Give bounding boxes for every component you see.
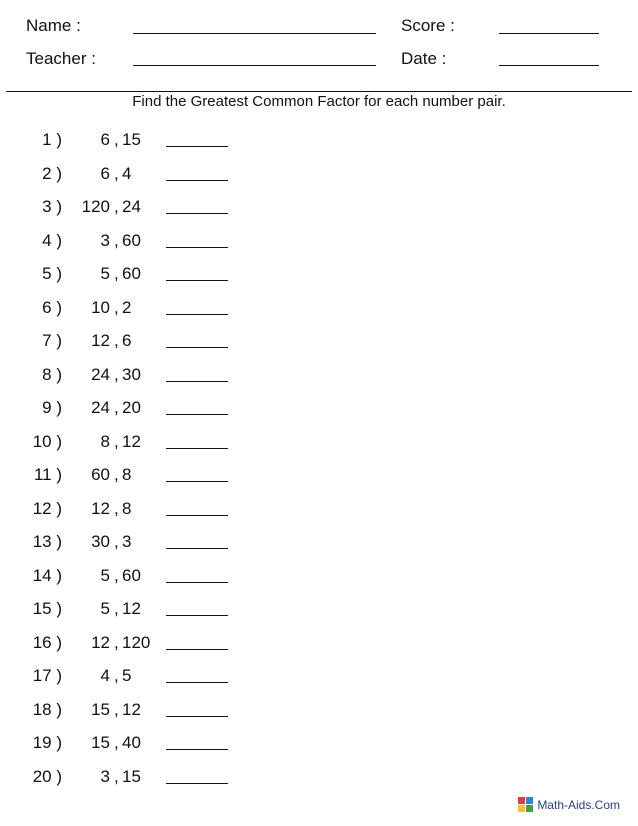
comma-separator: , bbox=[114, 197, 119, 216]
problem-number: 11 ) bbox=[33, 465, 62, 484]
problem-row bbox=[0, 296, 300, 330]
answer-blank[interactable] bbox=[166, 146, 228, 147]
logo-square bbox=[518, 805, 525, 812]
math-aids-logo-icon bbox=[518, 797, 533, 812]
problem-number: 20 ) bbox=[32, 766, 62, 786]
second-number: 12 bbox=[122, 699, 141, 719]
problem-row bbox=[0, 128, 300, 162]
second-number: 4 bbox=[122, 163, 132, 183]
problem-number: 3 ) bbox=[42, 197, 62, 216]
answer-blank[interactable] bbox=[166, 582, 228, 583]
logo-square bbox=[526, 805, 533, 812]
answer-blank[interactable] bbox=[166, 548, 228, 549]
first-number: 120 bbox=[81, 197, 110, 216]
problem-number: 10 ) bbox=[32, 431, 62, 451]
second-number: 2 bbox=[122, 297, 132, 317]
problem-row bbox=[0, 731, 300, 765]
comma-separator: , bbox=[114, 465, 119, 484]
second-number: 15 bbox=[122, 130, 141, 149]
second-number: 60 bbox=[122, 264, 141, 283]
problem-number: 14 ) bbox=[32, 565, 62, 585]
problem-number: 2 ) bbox=[42, 163, 62, 183]
comma-separator: , bbox=[114, 364, 119, 384]
comma-separator: , bbox=[114, 766, 119, 786]
problem-row bbox=[0, 463, 300, 497]
comma-separator: , bbox=[114, 398, 119, 417]
problem-number: 7 ) bbox=[42, 331, 62, 350]
second-number: 12 bbox=[122, 599, 141, 618]
first-number: 24 bbox=[91, 398, 110, 417]
comma-separator: , bbox=[114, 163, 119, 183]
problem-row bbox=[0, 329, 300, 363]
first-number: 4 bbox=[100, 666, 110, 685]
second-number: 20 bbox=[122, 398, 141, 417]
problem-number: 17 ) bbox=[32, 666, 62, 685]
first-number: 12 bbox=[91, 498, 110, 518]
problem-row bbox=[0, 430, 300, 464]
answer-blank[interactable] bbox=[166, 247, 228, 248]
second-number: 40 bbox=[122, 733, 141, 752]
score-label: Score : bbox=[401, 16, 455, 35]
first-number: 5 bbox=[100, 264, 110, 283]
problem-row bbox=[0, 497, 300, 531]
second-number: 6 bbox=[122, 331, 132, 350]
logo-square bbox=[518, 797, 525, 804]
first-number: 3 bbox=[100, 766, 110, 786]
problem-number: 6 ) bbox=[42, 297, 62, 317]
second-number: 30 bbox=[122, 364, 141, 384]
comma-separator: , bbox=[114, 599, 119, 618]
first-number: 12 bbox=[91, 331, 110, 350]
answer-blank[interactable] bbox=[166, 515, 228, 516]
first-number: 3 bbox=[100, 230, 110, 250]
problem-row bbox=[0, 765, 300, 799]
problem-list bbox=[0, 128, 300, 798]
answer-blank[interactable] bbox=[166, 783, 228, 784]
problem-number: 4 ) bbox=[42, 230, 62, 250]
answer-blank[interactable] bbox=[166, 180, 228, 181]
second-number: 60 bbox=[122, 565, 141, 585]
problem-number: 18 ) bbox=[32, 699, 62, 719]
second-number: 24 bbox=[122, 197, 141, 216]
date-label: Date : bbox=[401, 49, 447, 68]
answer-blank[interactable] bbox=[166, 414, 228, 415]
problem-row bbox=[0, 162, 300, 196]
comma-separator: , bbox=[114, 699, 119, 719]
problem-row bbox=[0, 262, 300, 296]
first-number: 5 bbox=[100, 565, 110, 585]
problem-row bbox=[0, 597, 300, 631]
second-number: 120 bbox=[122, 632, 151, 652]
problem-number: 15 ) bbox=[32, 599, 62, 618]
first-number: 8 bbox=[100, 431, 110, 451]
answer-blank[interactable] bbox=[166, 716, 228, 717]
problem-row bbox=[0, 195, 300, 229]
answer-blank[interactable] bbox=[166, 213, 228, 214]
second-number: 3 bbox=[122, 532, 132, 551]
first-number: 5 bbox=[100, 599, 110, 618]
answer-blank[interactable] bbox=[166, 649, 228, 650]
answer-blank[interactable] bbox=[166, 682, 228, 683]
answer-blank[interactable] bbox=[166, 448, 228, 449]
first-number: 60 bbox=[91, 465, 110, 484]
date-field[interactable] bbox=[499, 65, 599, 66]
answer-blank[interactable] bbox=[166, 749, 228, 750]
problem-number: 9 ) bbox=[42, 398, 62, 417]
comma-separator: , bbox=[114, 498, 119, 518]
instructions: Find the Greatest Common Factor for each number pair. bbox=[132, 93, 506, 110]
teacher-field[interactable] bbox=[133, 65, 376, 66]
answer-blank[interactable] bbox=[166, 314, 228, 315]
problem-row bbox=[0, 530, 300, 564]
first-number: 15 bbox=[91, 733, 110, 752]
answer-blank[interactable] bbox=[166, 615, 228, 616]
answer-blank[interactable] bbox=[166, 347, 228, 348]
comma-separator: , bbox=[114, 331, 119, 350]
first-number: 24 bbox=[91, 364, 110, 384]
comma-separator: , bbox=[114, 297, 119, 317]
problem-number: 16 ) bbox=[32, 632, 62, 652]
footer bbox=[518, 797, 620, 812]
comma-separator: , bbox=[114, 666, 119, 685]
first-number: 6 bbox=[100, 130, 110, 149]
second-number: 5 bbox=[122, 666, 132, 685]
comma-separator: , bbox=[114, 230, 119, 250]
comma-separator: , bbox=[114, 532, 119, 551]
problem-row bbox=[0, 363, 300, 397]
problem-number: 13 ) bbox=[32, 532, 62, 551]
second-number: 8 bbox=[122, 465, 132, 484]
second-number: 12 bbox=[122, 431, 141, 451]
problem-number: 1 ) bbox=[42, 130, 62, 149]
problem-row bbox=[0, 396, 300, 430]
first-number: 10 bbox=[91, 297, 110, 317]
score-field[interactable] bbox=[499, 33, 599, 34]
logo-square bbox=[526, 797, 533, 804]
second-number: 8 bbox=[122, 498, 132, 518]
comma-separator: , bbox=[114, 733, 119, 752]
site-name: Math-Aids.Com bbox=[537, 797, 620, 812]
first-number: 30 bbox=[91, 532, 110, 551]
problem-number: 8 ) bbox=[42, 364, 62, 384]
second-number: 15 bbox=[122, 766, 141, 786]
problem-row bbox=[0, 564, 300, 598]
problem-number: 19 ) bbox=[32, 733, 62, 752]
problem-row bbox=[0, 664, 300, 698]
first-number: 12 bbox=[91, 632, 110, 652]
first-number: 15 bbox=[91, 699, 110, 719]
comma-separator: , bbox=[114, 130, 119, 149]
comma-separator: , bbox=[114, 632, 119, 652]
first-number: 6 bbox=[100, 163, 110, 183]
answer-blank[interactable] bbox=[166, 280, 228, 281]
comma-separator: , bbox=[114, 431, 119, 451]
teacher-label: Teacher : bbox=[26, 49, 96, 68]
problem-number: 5 ) bbox=[42, 264, 62, 283]
header-divider bbox=[6, 91, 632, 92]
problem-number: 12 ) bbox=[32, 498, 62, 518]
second-number: 60 bbox=[122, 230, 141, 250]
comma-separator: , bbox=[114, 264, 119, 283]
comma-separator: , bbox=[114, 565, 119, 585]
answer-blank[interactable] bbox=[166, 481, 228, 482]
problem-row bbox=[0, 229, 300, 263]
answer-blank[interactable] bbox=[166, 381, 228, 382]
name-label: Name : bbox=[26, 16, 81, 35]
problem-row bbox=[0, 631, 300, 665]
name-field[interactable] bbox=[133, 33, 376, 34]
problem-row bbox=[0, 698, 300, 732]
